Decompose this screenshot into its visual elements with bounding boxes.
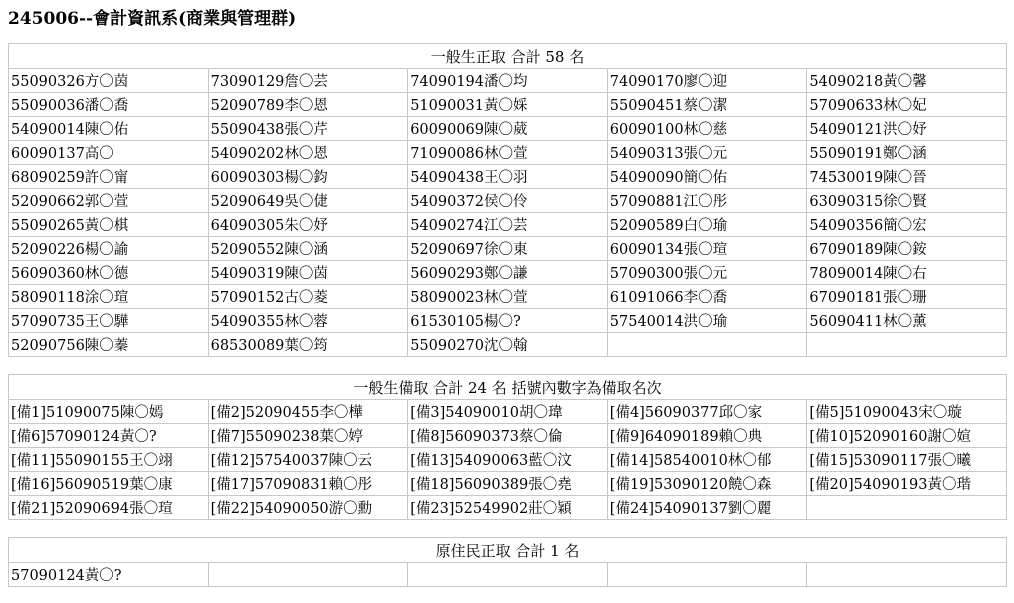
student-entry bbox=[208, 563, 408, 587]
table-row bbox=[9, 285, 1007, 309]
student-entry: 55090451蔡〇潔 bbox=[607, 93, 807, 117]
student-entry: 52090552陳〇涵 bbox=[208, 237, 408, 261]
student-entry: [備2]52090455李〇樺 bbox=[208, 400, 408, 424]
student-entry: [備1]51090075陳〇嫣 bbox=[9, 400, 209, 424]
student-entry: [備5]51090043宋〇璇 bbox=[807, 400, 1007, 424]
student-entry: 68090259許〇甯 bbox=[9, 165, 209, 189]
student-entry: 55090265黃〇棋 bbox=[9, 213, 209, 237]
student-entry: 63090315徐〇賢 bbox=[807, 189, 1007, 213]
table-row bbox=[9, 333, 1007, 357]
student-entry: 57090152古〇菱 bbox=[208, 285, 408, 309]
student-entry bbox=[408, 563, 608, 587]
student-entry: 71090086林〇萱 bbox=[408, 141, 608, 165]
table-row bbox=[9, 93, 1007, 117]
student-entry: 55090326方〇茵 bbox=[9, 69, 209, 93]
student-entry: 68530089葉〇筠 bbox=[208, 333, 408, 357]
student-entry: [備14]58540010林〇郁 bbox=[607, 448, 807, 472]
student-entry: 52090662郭〇萱 bbox=[9, 189, 209, 213]
student-entry bbox=[807, 563, 1007, 587]
student-entry: [備11]55090155王〇翊 bbox=[9, 448, 209, 472]
student-entry: [備24]54090137劉〇麗 bbox=[607, 496, 807, 520]
student-entry: [備9]64090189賴〇典 bbox=[607, 424, 807, 448]
section-header: 原住民正取 合計 1 名 bbox=[9, 538, 1007, 563]
student-entry: [備18]56090389張〇堯 bbox=[408, 472, 608, 496]
student-entry: 52090649吳〇倢 bbox=[208, 189, 408, 213]
student-entry: [備3]54090010胡〇瑋 bbox=[408, 400, 608, 424]
student-entry: [備17]57090831賴〇彤 bbox=[208, 472, 408, 496]
student-entry: 57090300張〇元 bbox=[607, 261, 807, 285]
student-entry: [備22]54090050游〇勳 bbox=[208, 496, 408, 520]
student-entry: 58090118涂〇瑄 bbox=[9, 285, 209, 309]
student-entry: 61530105楊〇? bbox=[408, 309, 608, 333]
table-row bbox=[9, 213, 1007, 237]
table-row bbox=[9, 165, 1007, 189]
student-entry: 74530019陳〇晉 bbox=[807, 165, 1007, 189]
student-entry: 54090121洪〇妤 bbox=[807, 117, 1007, 141]
student-entry: 57540014洪〇瑜 bbox=[607, 309, 807, 333]
student-entry: 67090181張〇珊 bbox=[807, 285, 1007, 309]
table-row bbox=[9, 189, 1007, 213]
student-entry: 55090036潘〇喬 bbox=[9, 93, 209, 117]
section-header: 一般生備取 合計 24 名 括號內數字為備取名次 bbox=[9, 375, 1007, 400]
student-entry: 78090014陳〇右 bbox=[807, 261, 1007, 285]
student-entry: [備13]54090063藍〇汶 bbox=[408, 448, 608, 472]
table-row bbox=[9, 496, 1007, 520]
section-regular-waitlist bbox=[8, 374, 1007, 520]
student-entry bbox=[807, 496, 1007, 520]
student-entry: 54090014陳〇佑 bbox=[9, 117, 209, 141]
section-header: 一般生正取 合計 58 名 bbox=[9, 44, 1007, 69]
student-entry: 57090633林〇妃 bbox=[807, 93, 1007, 117]
student-entry: 56090411林〇薰 bbox=[807, 309, 1007, 333]
student-entry: [備21]52090694張〇瑄 bbox=[9, 496, 209, 520]
student-entry: [備12]57540037陳〇云 bbox=[208, 448, 408, 472]
student-entry: 54090356簡〇宏 bbox=[807, 213, 1007, 237]
student-entry: 61091066李〇喬 bbox=[607, 285, 807, 309]
table-row bbox=[9, 563, 1007, 587]
student-entry bbox=[607, 563, 807, 587]
student-entry: [備10]52090160謝〇媗 bbox=[807, 424, 1007, 448]
table-row bbox=[9, 309, 1007, 333]
student-entry: [備6]57090124黃〇? bbox=[9, 424, 209, 448]
student-entry: 52090697徐〇東 bbox=[408, 237, 608, 261]
student-entry: [備23]52549902莊〇穎 bbox=[408, 496, 608, 520]
student-entry: 64090305朱〇妤 bbox=[208, 213, 408, 237]
table-row bbox=[9, 141, 1007, 165]
student-entry: 55090438張〇芹 bbox=[208, 117, 408, 141]
student-entry bbox=[807, 333, 1007, 357]
student-entry: 52090589白〇瑜 bbox=[607, 213, 807, 237]
student-entry: 54090090簡〇佑 bbox=[607, 165, 807, 189]
student-entry: 54090438王〇羽 bbox=[408, 165, 608, 189]
table-row bbox=[9, 400, 1007, 424]
student-entry: 54090372侯〇伶 bbox=[408, 189, 608, 213]
student-entry: 54090355林〇蓉 bbox=[208, 309, 408, 333]
student-entry: 52090789李〇恩 bbox=[208, 93, 408, 117]
table-row bbox=[9, 472, 1007, 496]
student-entry: 73090129詹〇芸 bbox=[208, 69, 408, 93]
student-entry: 54090274江〇芸 bbox=[408, 213, 608, 237]
table-row bbox=[9, 424, 1007, 448]
student-entry: 57090881江〇彤 bbox=[607, 189, 807, 213]
student-entry: 60090303楊〇鈞 bbox=[208, 165, 408, 189]
student-entry: 60090134張〇瑄 bbox=[607, 237, 807, 261]
student-entry: 58090023林〇萱 bbox=[408, 285, 608, 309]
student-entry: 54090202林〇恩 bbox=[208, 141, 408, 165]
student-entry: 57090124黃〇? bbox=[9, 563, 209, 587]
student-entry: [備20]54090193黃〇瑎 bbox=[807, 472, 1007, 496]
student-entry: 51090031黃〇婇 bbox=[408, 93, 608, 117]
student-entry: 67090189陳〇銨 bbox=[807, 237, 1007, 261]
student-entry: 54090313張〇元 bbox=[607, 141, 807, 165]
student-entry: 55090191鄭〇涵 bbox=[807, 141, 1007, 165]
student-entry: 54090218黃〇馨 bbox=[807, 69, 1007, 93]
student-entry: 55090270沈〇翰 bbox=[408, 333, 608, 357]
page-title: 245006--會計資訊系(商業與管理群) bbox=[8, 9, 297, 29]
student-entry: 52090756陳〇蓁 bbox=[9, 333, 209, 357]
student-entry: 60090100林〇慈 bbox=[607, 117, 807, 141]
student-entry: [備4]56090377邱〇家 bbox=[607, 400, 807, 424]
student-entry: [備7]55090238葉〇婷 bbox=[208, 424, 408, 448]
student-entry: 74090170廖〇迎 bbox=[607, 69, 807, 93]
table-row bbox=[9, 237, 1007, 261]
section-regular-admitted bbox=[8, 43, 1007, 357]
student-entry: 54090319陳〇茵 bbox=[208, 261, 408, 285]
section-indigenous-admitted bbox=[8, 537, 1007, 587]
student-entry: [備19]53090120饒〇森 bbox=[607, 472, 807, 496]
student-entry: 52090226楊〇諭 bbox=[9, 237, 209, 261]
student-entry: 56090293鄭〇謙 bbox=[408, 261, 608, 285]
table-row bbox=[9, 448, 1007, 472]
student-entry bbox=[607, 333, 807, 357]
student-entry: [備16]56090519葉〇康 bbox=[9, 472, 209, 496]
table-row bbox=[9, 261, 1007, 285]
student-entry: [備15]53090117張〇曦 bbox=[807, 448, 1007, 472]
table-row bbox=[9, 69, 1007, 93]
student-entry: 56090360林〇德 bbox=[9, 261, 209, 285]
student-entry: 60090137高〇 bbox=[9, 141, 209, 165]
student-entry: 60090069陳〇葳 bbox=[408, 117, 608, 141]
table-row bbox=[9, 117, 1007, 141]
student-entry: 74090194潘〇均 bbox=[408, 69, 608, 93]
student-entry: [備8]56090373蔡〇倫 bbox=[408, 424, 608, 448]
student-entry: 57090735王〇驊 bbox=[9, 309, 209, 333]
